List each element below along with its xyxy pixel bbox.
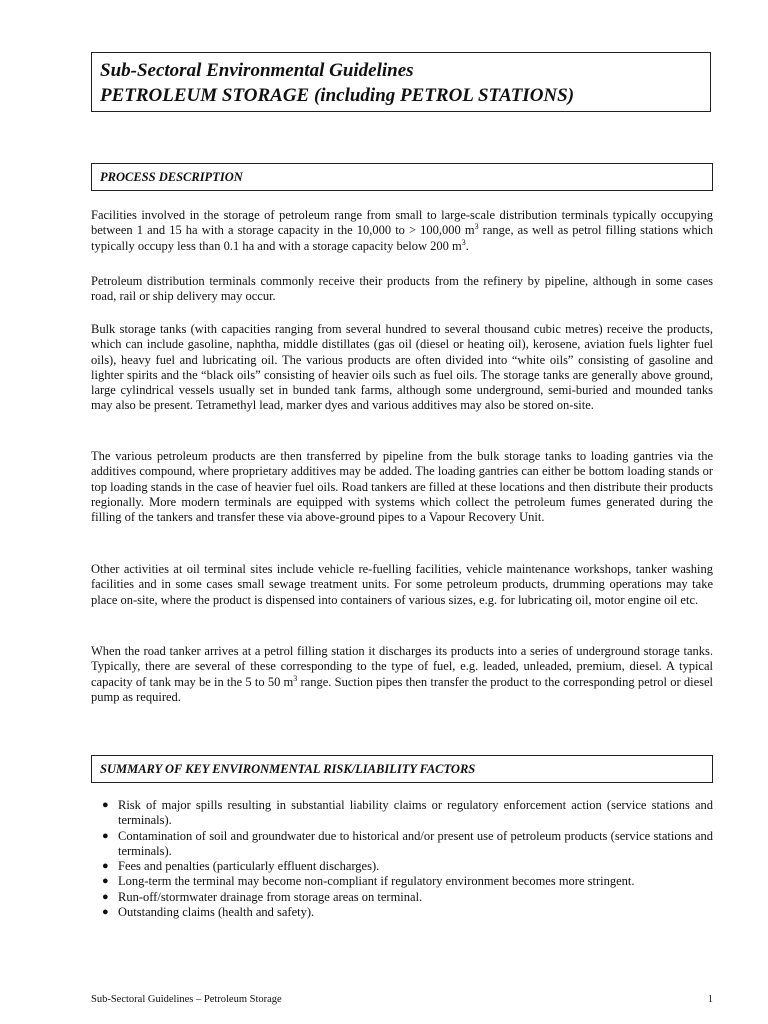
list-item-text: Long-term the terminal may become non-compliant if regulatory environment becomes more stringent. <box>118 874 635 889</box>
risk-factors-heading: SUMMARY OF KEY ENVIRONMENTAL RISK/LIABILITY FACTORS <box>91 755 713 783</box>
bullet-icon: ● <box>102 890 109 903</box>
paragraph-text: range. Suction pipes then transfer the product to the corresponding petrol or diesel pump as required. <box>91 674 713 704</box>
paragraph-distribution-terminals: Petroleum distribution terminals commonly receive their products from the refinery by pipeline, although in some cases road, rail or ship delivery may occur. <box>91 274 713 304</box>
document-title-box <box>91 52 711 112</box>
document-title-line-2: PETROLEUM STORAGE (including PETROL STATIONS) <box>100 85 575 106</box>
list-item <box>91 829 713 860</box>
process-description-heading: PROCESS DESCRIPTION <box>91 163 713 191</box>
list-item <box>91 874 713 889</box>
list-item <box>91 859 713 874</box>
bullet-icon: ● <box>102 875 109 888</box>
superscript: 3 <box>461 237 466 247</box>
list-item <box>91 905 713 920</box>
paragraph-pipeline-transfer: The various petroleum products are then transferred by pipeline from the bulk storage tanks to loading gantries via the additives compound, where proprietary additives may be added. The loading gantries can either be bottom loading stands or top loading stands in the case of heavier fuel oils. Road tankers are filled at these locations and then distribute their products regionally. More modern terminals are equipped with systems which collect the petroleum fumes generated during the filling of the tankers and transfer these via above-ground pipes to a Vapour Recovery Unit. <box>91 449 713 525</box>
list-item-text: Run-off/stormwater drainage from storage areas on terminal. <box>118 889 423 904</box>
superscript: 3 <box>474 222 479 232</box>
list-item <box>91 798 713 829</box>
document-title-line-1: Sub-Sectoral Environmental Guidelines <box>100 60 414 81</box>
paragraph-bulk-storage-tanks: Bulk storage tanks (with capacities ranging from several hundred to several thousand cubic metres) receive the products, which can include gasoline, naphtha, middle distillates (gas oil (diesel or heating oil), kerosene, aviation fuels lighter fuel oils), heavy fuel and lubricating oil. The various products are often divided into “white oils” consisting of gasoline and lighter spirits and the “black oils” consisting of heavier oils such as fuel oils. The storage tanks are generally above ground, large cylindrical vessels usually set in bunded tank farms, although some underground, semi-buried and mounded tanks may also be present. Tetramethyl lead, marker dyes and various additives may also be stored on-site. <box>91 322 713 413</box>
bullet-icon: ● <box>102 906 109 919</box>
list-item-text: Outstanding claims (health and safety). <box>118 905 315 920</box>
paragraph-text: range, as well as petrol filling stations which typically occupy less than 0.1 ha and with a storage capacity below 200 m <box>91 223 713 253</box>
paragraph-other-activities: Other activities at oil terminal sites include vehicle re-fuelling facilities, vehicle maintenance workshops, tanker washing facilities and in some cases small sewage treatment units. For some petroleum products, drumming operations may take place on-site, where the product is dispensed into containers of various sizes, e.g. for lubricating oil, motor engine oil etc. <box>91 562 713 607</box>
bullet-icon: ● <box>102 829 109 842</box>
list-item-text: Risk of major spills resulting in substantial liability claims or regulatory enforcement action (service stations and terminals). <box>118 798 713 828</box>
paragraph-petrol-filling-station <box>91 644 713 705</box>
list-item-text: Contamination of soil and groundwater due to historical and/or present use of petroleum products (service stations and terminals). <box>118 828 713 858</box>
list-item-text: Fees and penalties (particularly effluent discharges). <box>118 859 380 874</box>
risk-factors-list <box>91 798 713 920</box>
paragraph-text: When the road tanker arrives at a petrol filling station it discharges its products into a series of underground storage tanks. Typically, there are several of these corresponding to the type of fuel, e.g. leaded, unleaded, premium, diesel. A typical capacity of tank may be in the 5 to 50 m <box>91 644 713 689</box>
footer-document-title: Sub-Sectoral Guidelines – Petroleum Storage <box>91 994 282 1005</box>
page-number: 1 <box>707 994 713 1005</box>
bullet-icon: ● <box>102 860 109 873</box>
list-item <box>91 890 713 905</box>
paragraph-text: Facilities involved in the storage of petroleum range from small to large-scale distribution terminals typically occupying between 1 and 15 ha with a storage capacity in the 10,000 to > 100,000 m <box>91 208 713 238</box>
superscript: 3 <box>293 673 298 683</box>
paragraph-facilities <box>91 208 713 254</box>
bullet-icon: ● <box>102 799 109 811</box>
paragraph-text: . <box>465 238 469 253</box>
